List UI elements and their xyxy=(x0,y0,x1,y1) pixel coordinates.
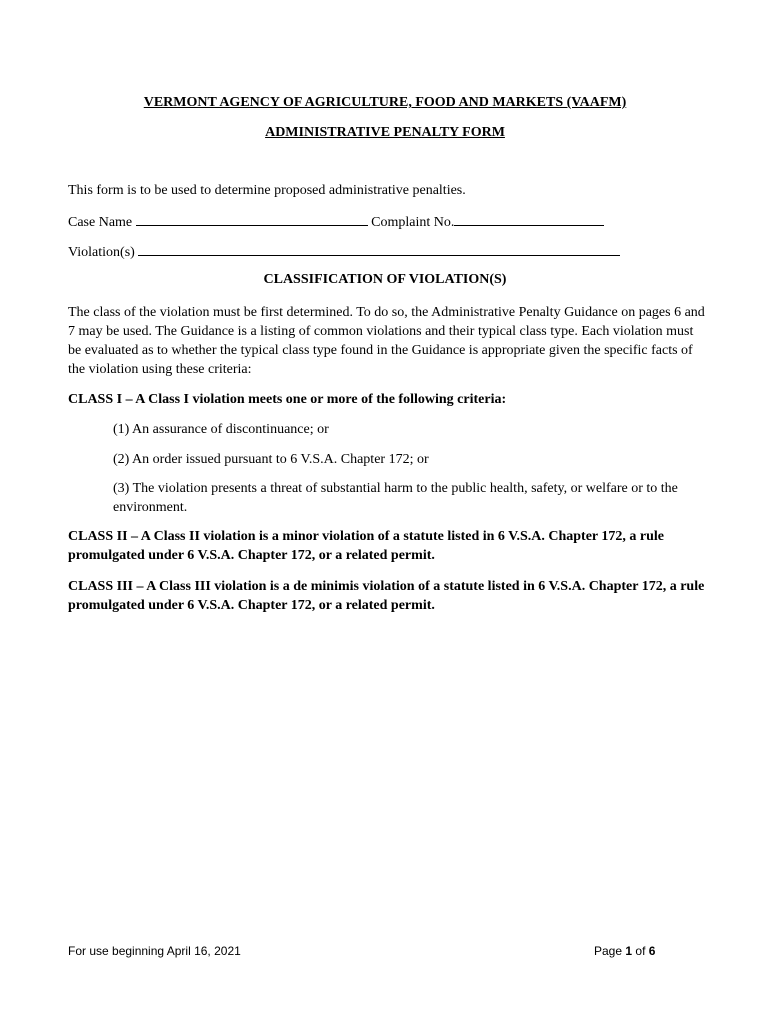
page-prefix: Page xyxy=(594,944,623,958)
case-line xyxy=(68,213,604,231)
class1-criterion: (2) An order issued pursuant to 6 V.S.A. Chapter 172; or xyxy=(113,452,429,467)
class2-definition: CLASS II – A Class II violation is a minor violation of a statute listed in 6 V.S.A. Chapter 172, a rule promulgated under 6 V.S.A. Chapter 172, or a related permit. xyxy=(68,529,664,563)
classification-heading: CLASSIFICATION OF VIOLATION(S) xyxy=(263,272,507,287)
violations-line xyxy=(68,243,620,261)
form-title: ADMINISTRATIVE PENALTY FORM xyxy=(265,125,505,140)
class1-criterion: (1) An assurance of discontinuance; or xyxy=(113,422,329,437)
class1-criterion: (3) The violation presents a threat of substantial harm to the public health, safety, or welfare or to the environment. xyxy=(113,481,678,515)
case-name-label: Case Name xyxy=(68,215,133,230)
class1-heading: CLASS I – A Class I violation meets one or more of the following criteria: xyxy=(68,392,507,407)
page-separator: of xyxy=(635,944,646,958)
page-total: 6 xyxy=(648,944,656,958)
complaint-label: Complaint No. xyxy=(371,215,455,230)
footer-effective-note: For use beginning April 16, 2021 xyxy=(68,944,241,958)
case-name-field[interactable] xyxy=(136,213,368,226)
agency-title: VERMONT AGENCY OF AGRICULTURE, FOOD AND MARKETS (VAAFM) xyxy=(143,95,627,110)
complaint-number-field[interactable] xyxy=(454,213,604,226)
class3-definition: CLASS III – A Class III violation is a de minimis violation of a statute listed in 6 V.S.A. Chapter 172, a rule promulgated under 6 V.S.A. Chapter 172, or a related permit. xyxy=(68,579,705,613)
violations-label: Violation(s) xyxy=(68,245,135,260)
intro-purpose: This form is to be used to determine proposed administrative penalties. xyxy=(68,183,466,198)
page-number xyxy=(594,944,655,958)
page-current: 1 xyxy=(625,944,633,958)
violations-field[interactable] xyxy=(138,243,620,256)
classification-description: The class of the violation must be first determined. To do so, the Administrative Penalty Guidance on pages 6 and 7 may be used. The Guidance is a listing of common violations and their typical class type. Each violation must be evaluated as to whether the typical class type found in the Guidance is appropriate given the specific facts of the violation using these criteria: xyxy=(68,305,705,377)
